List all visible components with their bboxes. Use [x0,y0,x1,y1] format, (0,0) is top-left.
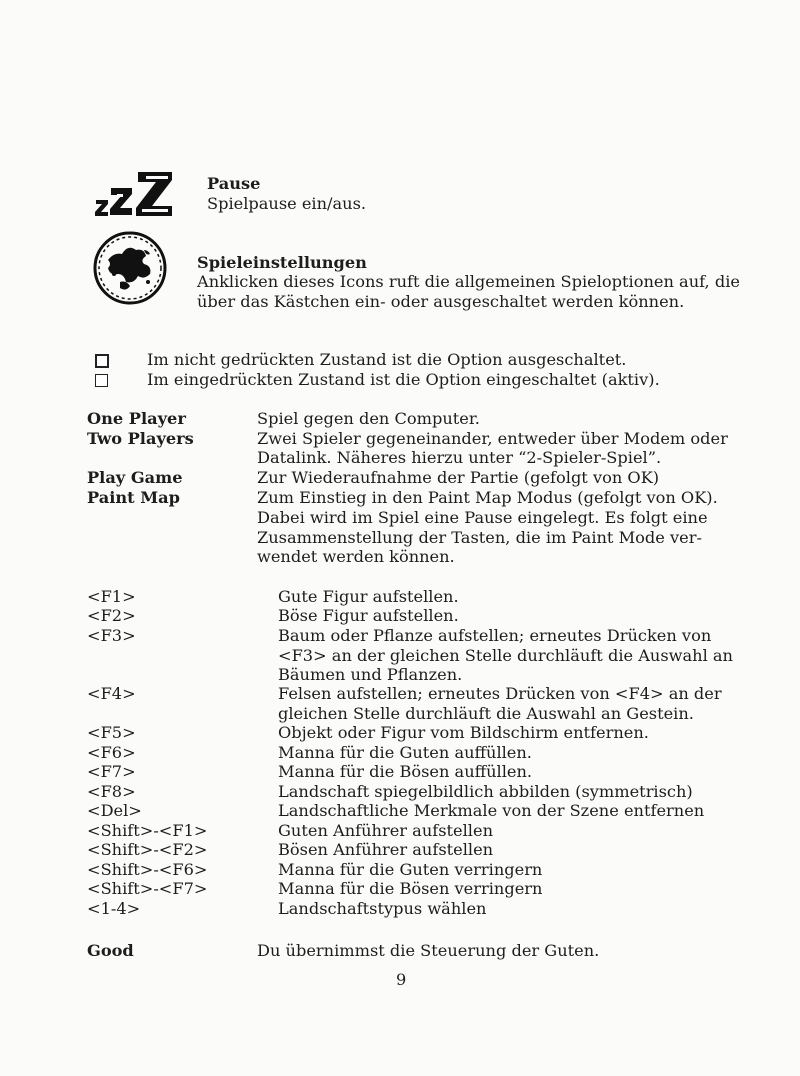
key-label: <F2> [87,606,136,625]
option-desc: wendet werden können. [257,547,455,566]
globe-settings-icon [92,230,168,306]
option-desc: Zwei Spieler gegeneinander, entweder über Modem oder [257,429,728,448]
key-desc: Bösen Anführer aufstellen [278,840,494,859]
option-label-two-players: Two Players [87,429,194,448]
key-desc: <F3> an der gleichen Stelle durchläuft die Auswahl an [278,646,733,665]
settings-description-line: über das Kästchen ein- oder ausgeschaltet werden können. [197,292,685,311]
key-label: <F7> [87,762,136,781]
key-desc: Manna für die Guten verringern [278,860,543,879]
option-label-one-player: One Player [87,409,186,428]
key-label: <F6> [87,743,136,762]
checkbox-note: Im nicht gedrückten Zustand ist die Option ausgeschaltet. [147,350,627,369]
option-desc: Zusammenstellung der Tasten, die im Paint Mode ver- [257,528,702,547]
key-label: <Shift>-<F2> [87,840,208,859]
key-desc: Objekt oder Figur vom Bildschirm entfernen. [278,723,649,742]
page-number: 9 [396,970,407,989]
key-label: <Shift>-<F1> [87,821,208,840]
checkbox-pressed-icon [95,374,108,387]
key-label: <Shift>-<F6> [87,860,208,879]
option-label-play-game: Play Game [87,468,183,487]
settings-title: Spieleinstellungen [197,253,367,272]
checkbox-unpressed-icon [95,354,109,368]
key-desc: Landschaft spiegelbildlich abbilden (symmetrisch) [278,782,693,801]
pause-description: Spielpause ein/aus. [207,194,367,213]
key-label: <Shift>-<F7> [87,879,208,898]
key-desc: gleichen Stelle durchläuft die Auswahl an Gestein. [278,704,694,723]
option-label-paint-map: Paint Map [87,488,180,507]
key-desc: Manna für die Bösen auffüllen. [278,762,533,781]
key-desc: Gute Figur aufstellen. [278,587,459,606]
pause-title: Pause [207,174,261,193]
key-desc: Landschaftliche Merkmale von der Szene entfernen [278,801,705,820]
checkbox-note: Im eingedrückten Zustand ist die Option eingeschaltet (aktiv). [147,370,660,389]
key-desc: Bäumen und Pflanzen. [278,665,463,684]
key-label: <F1> [87,587,136,606]
key-desc: Landschaftstypus wählen [278,899,487,918]
option-desc: Datalink. Näheres hierzu unter “2-Spieler-Spiel”. [257,448,662,467]
settings-description-line: Anklicken dieses Icons ruft die allgemeinen Spieloptionen auf, die [197,272,740,291]
key-label: <Del> [87,801,142,820]
key-desc: Felsen aufstellen; erneutes Drücken von <F4> an der [278,684,722,703]
option-desc: Zum Einstieg in den Paint Map Modus (gefolgt von OK). [257,488,718,507]
key-desc: Manna für die Bösen verringern [278,879,543,898]
key-label: <1-4> [87,899,141,918]
good-description: Du übernimmst die Steuerung der Guten. [257,941,600,960]
key-desc: Guten Anführer aufstellen [278,821,493,840]
good-label: Good [87,941,134,960]
key-desc: Baum oder Pflanze aufstellen; erneutes Drücken von [278,626,712,645]
option-desc: Spiel gegen den Computer. [257,409,480,428]
option-desc: Zur Wiederaufnahme der Partie (gefolgt von OK) [257,468,660,487]
key-label: <F8> [87,782,136,801]
key-desc: Manna für die Guten auffüllen. [278,743,532,762]
key-label: <F4> [87,684,136,703]
zzz-pause-icon [94,170,176,220]
key-label: <F3> [87,626,136,645]
key-desc: Böse Figur aufstellen. [278,606,459,625]
key-label: <F5> [87,723,136,742]
option-desc: Dabei wird im Spiel eine Pause eingelegt. Es folgt eine [257,508,708,527]
